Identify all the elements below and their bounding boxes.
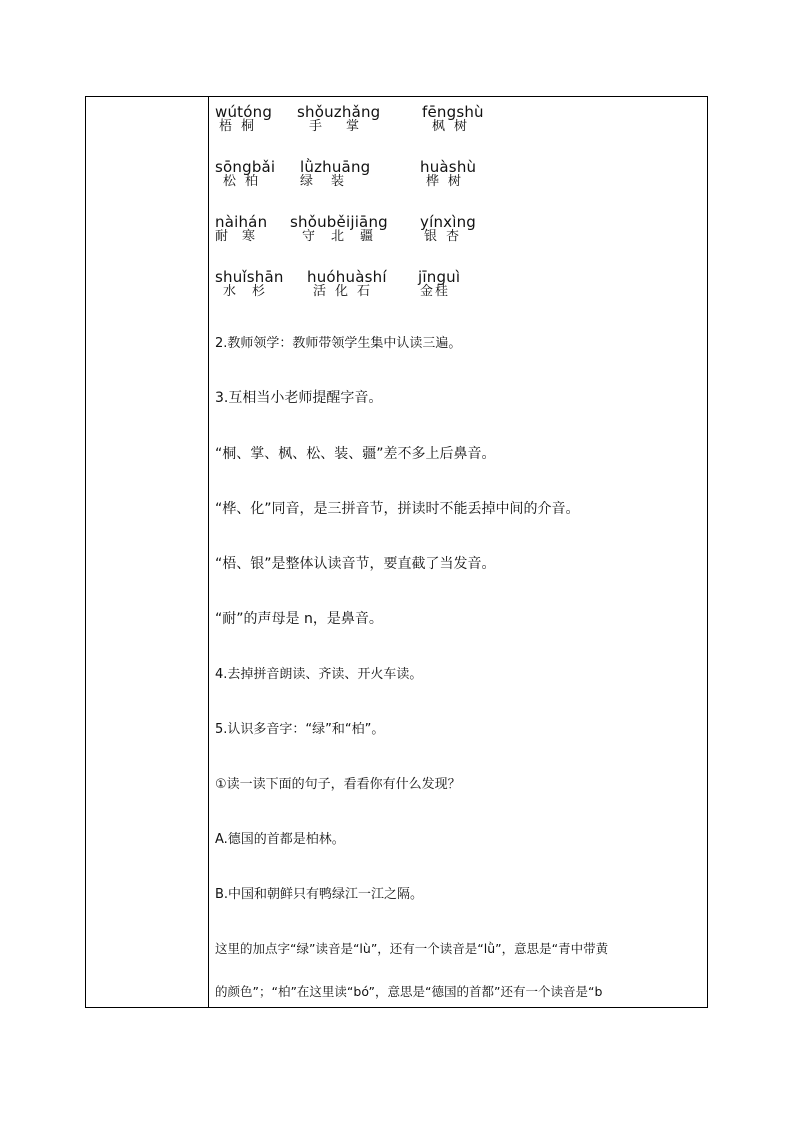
pinyin: shǒuběijiāng xyxy=(290,213,388,231)
hanzi: 活化石 xyxy=(313,284,380,299)
pinyin: lǜzhuāng xyxy=(300,158,371,176)
pinyin-row xyxy=(215,213,705,249)
note-4: “耐”的声母是 n，是鼻音。 xyxy=(215,611,383,627)
pinyin-row xyxy=(215,268,705,304)
step-5: 5.认识多音字：“绿”和“柏”。 xyxy=(215,722,385,737)
sentence-b: B.中国和朝鲜只有鸭绿江一江之隔。 xyxy=(215,887,424,902)
note-1: “桐、掌、枫、松、装、疆”差不多上后鼻音。 xyxy=(215,446,496,462)
step-4: 4.去掉拼音朗读、齐读、开火车读。 xyxy=(215,667,423,682)
pinyin: jīnguì xyxy=(418,268,461,286)
pinyin-row xyxy=(215,103,705,139)
note-2: “桦、化”同音，是三拼音节，拼读时不能丢掉中间的介音。 xyxy=(215,501,580,517)
explanation-line-1: 这里的加点字“绿”读音是“lù”，还有一个读音是“lǜ”，意思是“青中带黄 xyxy=(215,941,609,956)
pinyin: shuǐshān xyxy=(215,268,284,286)
explanation-line-2: 的颜色”；“柏”在这里读“bó”，意思是“德国的首都”还有一个读音是“b xyxy=(215,984,603,999)
step-3: 3.互相当小老师提醒字音。 xyxy=(215,390,383,406)
hanzi: 松柏 xyxy=(223,174,268,189)
hanzi: 水杉 xyxy=(223,284,282,299)
column-divider xyxy=(208,97,209,1007)
sentence-a: A.德国的首都是柏林。 xyxy=(215,832,345,847)
pinyin: shǒuzhǎng xyxy=(297,103,381,121)
note-3: “梧、银”是整体认读音节，要直截了当发音。 xyxy=(215,556,496,572)
pinyin: huàshù xyxy=(420,158,477,176)
step-2: 2.教师领学：教师带领学生集中认读三遍。 xyxy=(215,336,462,351)
pinyin: wútóng xyxy=(215,103,273,121)
hanzi: 银杏 xyxy=(424,229,469,244)
hanzi: 梧桐 xyxy=(219,119,264,134)
hanzi: 耐寒 xyxy=(215,229,270,244)
hanzi: 守北疆 xyxy=(302,229,390,244)
hanzi: 金桂 xyxy=(420,284,451,299)
hanzi: 绿装 xyxy=(300,174,363,189)
pinyin-row xyxy=(215,158,705,194)
hanzi: 枫树 xyxy=(432,119,477,134)
lesson-table xyxy=(85,96,708,1008)
pinyin: yínxìng xyxy=(420,213,477,231)
lesson-content xyxy=(215,97,705,1007)
pinyin: sōngbǎi xyxy=(215,158,276,176)
pinyin: fēngshù xyxy=(422,103,484,121)
hanzi: 手掌 xyxy=(309,119,384,134)
question-1: ①读一读下面的句子，看看你有什么发现？ xyxy=(215,777,461,792)
pinyin: huóhuàshí xyxy=(307,268,387,286)
hanzi: 桦树 xyxy=(426,174,471,189)
pinyin: nàihán xyxy=(215,213,268,231)
